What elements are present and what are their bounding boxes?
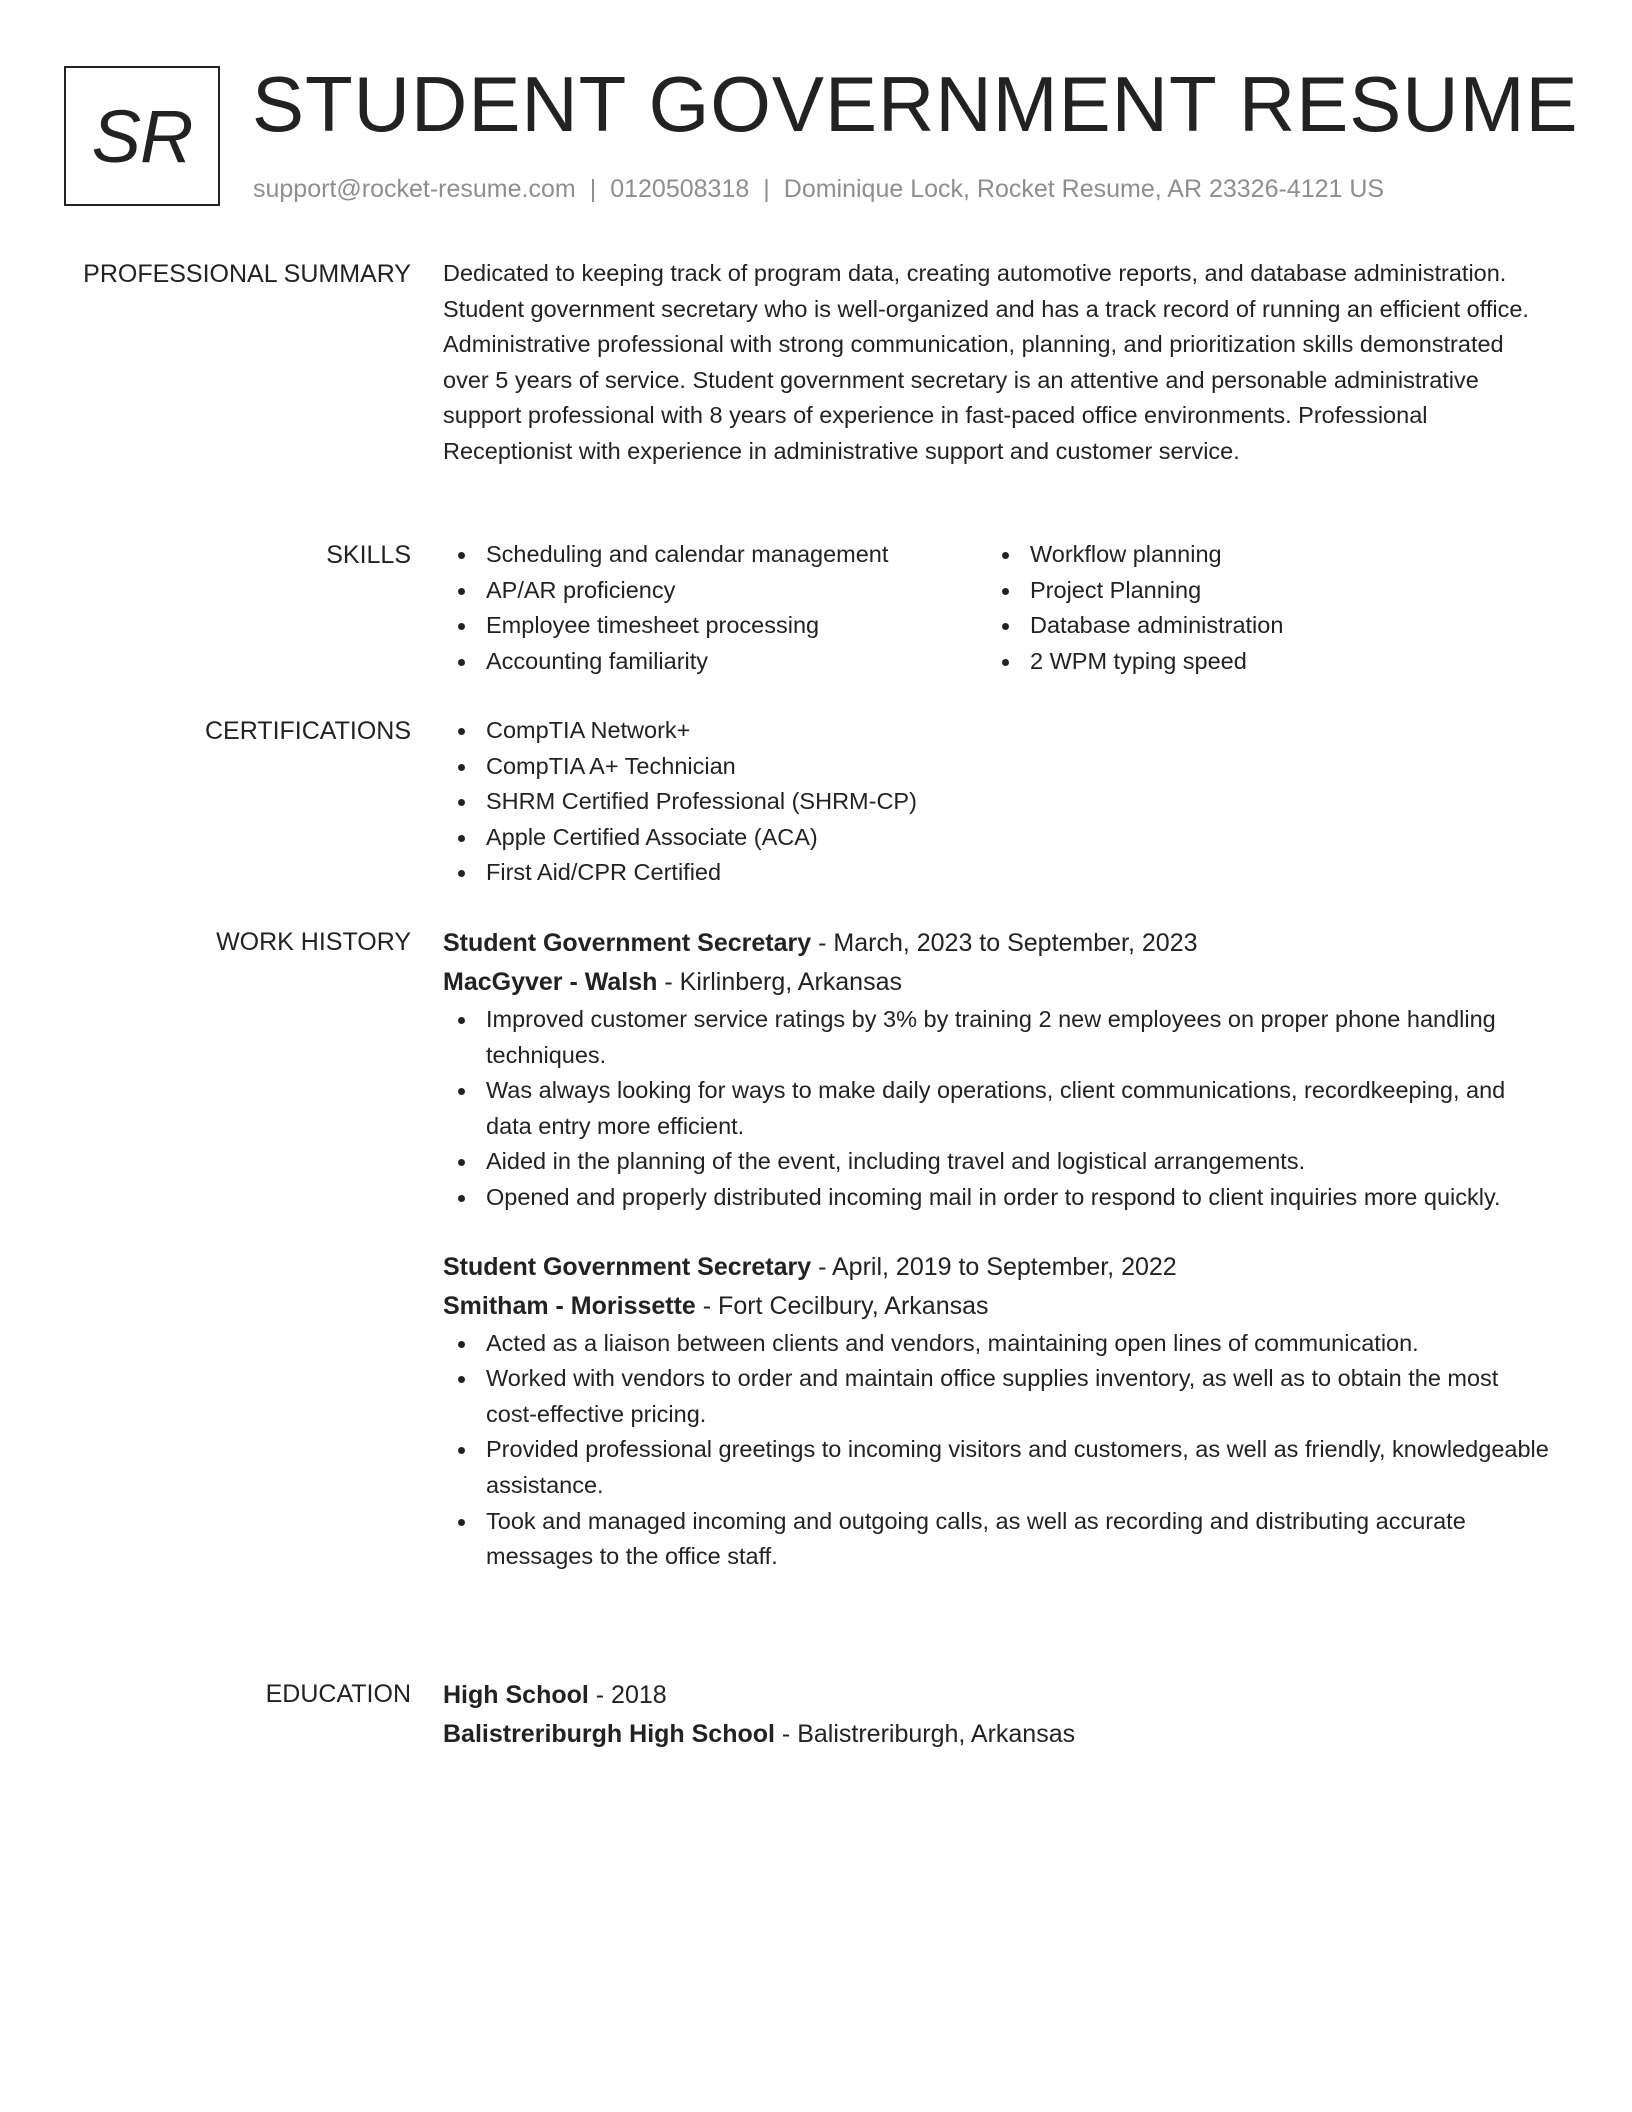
education-school: Balistreriburgh High School bbox=[443, 1720, 775, 1748]
section-label-skills: SKILLS bbox=[326, 541, 411, 569]
contact-line bbox=[253, 172, 1384, 206]
skills-section bbox=[0, 537, 1632, 687]
job-bullet: Acted as a liaison between clients and vendors, maintaining open lines of communication. bbox=[486, 1326, 1551, 1362]
section-label-work-history: WORK HISTORY bbox=[216, 928, 411, 956]
education-degree-line bbox=[443, 1676, 1551, 1715]
certification-item: CompTIA A+ Technician bbox=[486, 749, 1551, 785]
skill-item: Accounting familiarity bbox=[486, 644, 987, 680]
education-location: - Balistreriburgh, Arkansas bbox=[774, 1720, 1076, 1748]
job-bullet: Was always looking for ways to make daily operations, client communications, recordkeeping, and data entry more efficient. bbox=[486, 1073, 1551, 1144]
job-title-line bbox=[443, 1248, 1551, 1287]
section-label-certifications: CERTIFICATIONS bbox=[204, 717, 411, 745]
education-degree: High School bbox=[443, 1681, 589, 1709]
section-label-summary: PROFESSIONAL SUMMARY bbox=[83, 260, 411, 288]
skill-item: AP/AR proficiency bbox=[486, 573, 987, 609]
skill-item: Workflow planning bbox=[1030, 537, 1531, 573]
skill-item: Employee timesheet processing bbox=[486, 608, 987, 644]
education-body bbox=[443, 1676, 1551, 1754]
contact-address: Dominique Lock, Rocket Resume, AR 23326-4121 US bbox=[783, 175, 1385, 203]
skill-item: Database administration bbox=[1030, 608, 1531, 644]
skill-item: Project Planning bbox=[1030, 573, 1531, 609]
job-location: - Kirlinberg, Arkansas bbox=[657, 968, 902, 996]
certifications-section bbox=[0, 713, 1632, 898]
resume-title: STUDENT GOVERNMENT RESUME bbox=[252, 60, 1579, 148]
summary-section bbox=[0, 256, 1632, 506]
skill-item: Scheduling and calendar management bbox=[486, 537, 987, 573]
education-school-line bbox=[443, 1715, 1551, 1754]
job-entry bbox=[443, 1248, 1551, 1575]
section-label-education: EDUCATION bbox=[265, 1680, 411, 1708]
education-section bbox=[0, 1676, 1632, 1766]
contact-separator: | bbox=[763, 175, 770, 203]
certification-item: SHRM Certified Professional (SHRM-CP) bbox=[486, 784, 1551, 820]
job-bullet-list bbox=[443, 1002, 1551, 1216]
job-bullet: Opened and properly distributed incoming mail in order to respond to client inquiries more quickly. bbox=[486, 1180, 1551, 1216]
job-entry bbox=[443, 924, 1551, 1216]
certification-item: First Aid/CPR Certified bbox=[486, 855, 1551, 891]
summary-text: Dedicated to keeping track of program data, creating automotive reports, and database administration. Student government secretary who is well-organized and has a track record of running an efficient office. Administrative professional with strong communication, planning, and prioritization skills demonstrated over 5 years of service. Student government secretary is an attentive and personable administrative support professional with 8 years of experience in fast-paced office environments. Professional Receptionist with experience in administrative support and customer service. bbox=[443, 260, 1529, 464]
job-location: - Fort Cecilbury, Arkansas bbox=[695, 1291, 989, 1320]
skill-item: 2 WPM typing speed bbox=[1030, 644, 1531, 680]
job-bullet: Worked with vendors to order and maintain office supplies inventory, as well as to obtain the most cost-effective pricing. bbox=[486, 1361, 1551, 1432]
job-company-line bbox=[443, 1287, 1551, 1326]
skills-column-left bbox=[443, 537, 987, 679]
job-title: Student Government Secretary bbox=[443, 929, 812, 957]
job-bullet: Provided professional greetings to incoming visitors and customers, as well as friendly, knowledgeable assistance. bbox=[486, 1432, 1551, 1503]
job-bullet: Improved customer service ratings by 3% by training 2 new employees on proper phone handling techniques. bbox=[486, 1002, 1551, 1073]
monogram-logo: SR bbox=[64, 66, 220, 206]
certification-item: CompTIA Network+ bbox=[486, 713, 1551, 749]
job-title-line bbox=[443, 924, 1551, 963]
job-company: MacGyver - Walsh bbox=[443, 968, 658, 996]
job-company: Smitham - Morissette bbox=[443, 1291, 696, 1320]
skills-body bbox=[443, 537, 1551, 679]
job-bullet: Aided in the planning of the event, including travel and logistical arrangements. bbox=[486, 1144, 1551, 1180]
contact-separator: | bbox=[589, 175, 597, 203]
job-title: Student Government Secretary bbox=[443, 1252, 812, 1281]
certifications-body bbox=[443, 713, 1551, 891]
education-year: - 2018 bbox=[588, 1681, 667, 1709]
certification-item: Apple Certified Associate (ACA) bbox=[486, 820, 1551, 856]
work-history-body bbox=[443, 924, 1551, 1575]
job-dates: - March, 2023 to September, 2023 bbox=[811, 929, 1198, 957]
job-bullet-list bbox=[443, 1326, 1551, 1575]
contact-phone[interactable]: 0120508318 bbox=[610, 175, 750, 203]
work-history-section bbox=[0, 924, 1632, 1644]
skills-column-right bbox=[987, 537, 1531, 679]
summary-body bbox=[443, 256, 1551, 470]
job-dates: - April, 2019 to September, 2022 bbox=[811, 1252, 1177, 1281]
job-company-line bbox=[443, 963, 1551, 1002]
contact-email[interactable]: support@rocket-resume.com bbox=[253, 175, 576, 203]
job-bullet: Took and managed incoming and outgoing calls, as well as recording and distributing accurate messages to the office staff. bbox=[486, 1504, 1551, 1575]
